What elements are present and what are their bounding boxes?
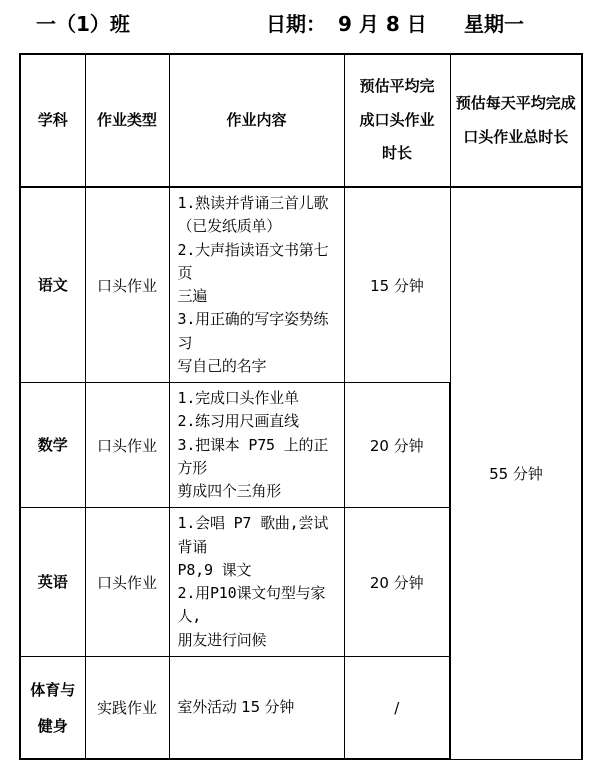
column-header-total-duration-line: 口头作业总时长 — [463, 127, 569, 146]
homework-table — [19, 53, 583, 760]
date-label: 日期： — [266, 12, 326, 36]
duration-cell: 20 分钟 — [344, 508, 450, 657]
subject-line: 健身 — [37, 716, 68, 735]
table-row — [20, 187, 582, 383]
column-header-avg-duration — [344, 54, 450, 187]
type-cell: 实践作业 — [85, 656, 169, 759]
subject-cell: 数学 — [20, 383, 85, 508]
content-line: 3.用正确的写字姿势练习 — [177, 310, 329, 352]
content-line: 三遍 — [177, 287, 208, 305]
column-header-total-duration — [450, 54, 582, 187]
duration-cell: / — [344, 656, 450, 759]
duration-cell: 20 分钟 — [344, 383, 450, 508]
content-line: 2.大声指读语文书第七页 — [177, 240, 329, 282]
subject-cell: 语文 — [20, 187, 85, 383]
weekday: 星期一 — [464, 12, 524, 36]
page-header — [36, 8, 596, 36]
table-header-row — [20, 54, 582, 187]
content-line: （已发纸质单） — [177, 217, 282, 236]
total-duration-cell: 55 分钟 — [450, 187, 582, 759]
subject-cell: 英语 — [20, 508, 85, 657]
content-cell — [169, 508, 344, 657]
column-header-content: 作业内容 — [169, 54, 344, 187]
class-name: 一（1）班 — [36, 12, 130, 36]
column-header-avg-duration-line: 时长 — [381, 144, 412, 163]
column-header-total-duration-line: 预估每天平均完成 — [455, 93, 576, 112]
column-header-avg-duration-line: 成口头作业 — [359, 110, 435, 129]
type-cell: 口头作业 — [85, 187, 169, 383]
content-cell: 室外活动 15 分钟 — [169, 656, 344, 759]
subject-cell — [20, 656, 85, 759]
content-line: 写自己的名字 — [177, 356, 267, 375]
content-line: 1.会唱 P7 歌曲,尝试背诵 — [177, 514, 329, 556]
content-line: 2.练习用尺画直线 — [177, 412, 299, 431]
content-line: 2.用P10课文句型与家人, — [177, 584, 326, 626]
column-header-subject: 学科 — [20, 54, 85, 187]
subject-line: 体育与 — [30, 680, 76, 699]
content-cell — [169, 187, 344, 383]
content-line: 1.完成口头作业单 — [177, 389, 299, 407]
date-value: 9 月 8 日 — [338, 12, 427, 36]
column-header-type: 作业类型 — [85, 54, 169, 187]
duration-cell: 15 分钟 — [344, 187, 450, 383]
type-cell: 口头作业 — [85, 508, 169, 657]
column-header-avg-duration-line: 预估平均完 — [359, 76, 435, 95]
content-line: 朋友进行问候 — [177, 630, 267, 649]
type-cell: 口头作业 — [85, 383, 169, 508]
content-cell — [169, 383, 344, 508]
content-line: 1.熟读并背诵三首儿歌 — [177, 194, 329, 212]
content-line: 剪成四个三角形 — [177, 482, 282, 500]
content-line: P8,9 课文 — [177, 560, 252, 579]
content-line: 3.把课本 P75 上的正方形 — [177, 435, 329, 477]
